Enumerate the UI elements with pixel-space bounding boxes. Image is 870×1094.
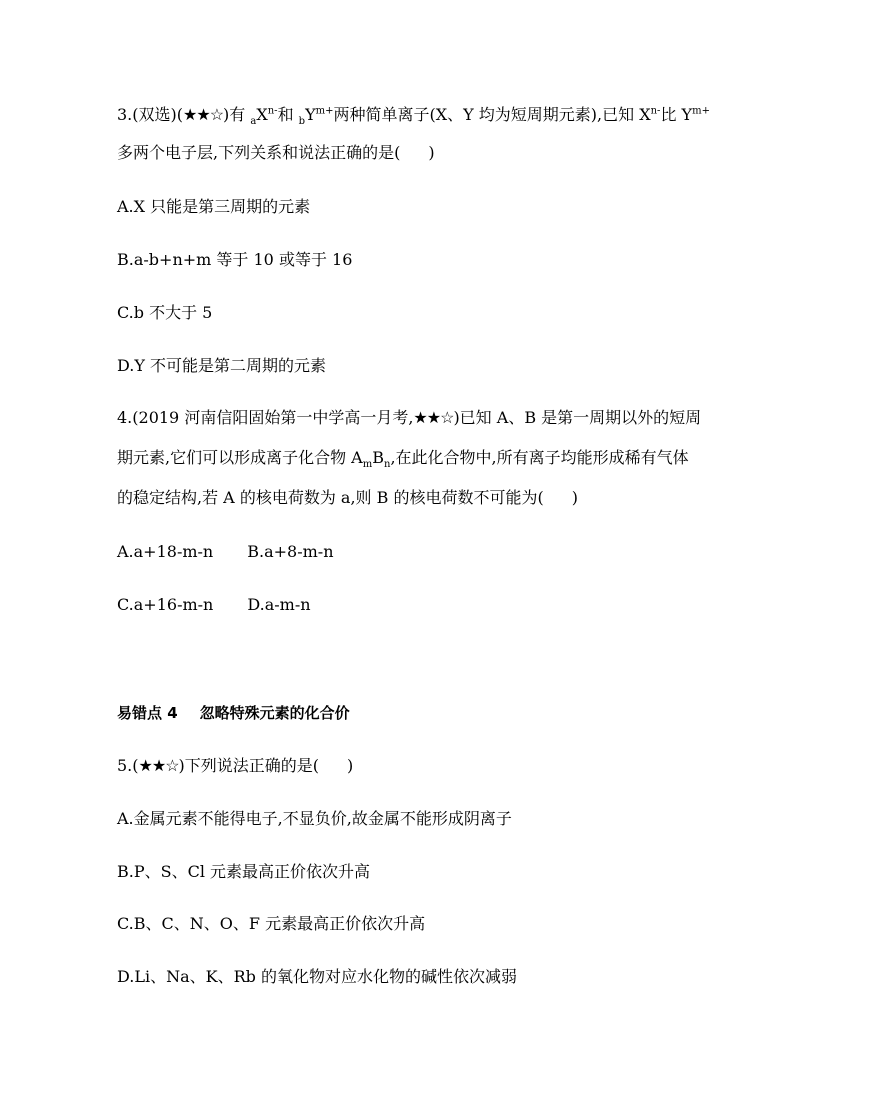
q3-stem-line-2: 多两个电子层,下列关系和说法正确的是( ) [117,143,435,162]
q3-option-c: C.b 不大于 5 [117,303,213,322]
q5-stem: 5.(★★☆)下列说法正确的是( ) [117,756,354,775]
q4-stem-line-1: 4.(2019 河南信阳固始第一中学高一月考,★★☆)已知 A、B 是第一周期以外的短周 [117,408,702,427]
q4-options-row-1 [117,541,334,563]
difficulty-stars: ★★☆ [413,408,454,427]
q5-option-a: A.金属元素不能得电子,不显负价,故金属不能形成阴离子 [117,809,512,828]
q3-option-d: D.Y 不可能是第二周期的元素 [117,356,326,375]
difficulty-stars: ★★☆ [138,756,179,775]
q5-option-c: C.B、C、N、O、F 元素最高正价依次升高 [117,914,426,933]
q5-option-d: D.Li、Na、K、Rb 的氧化物对应水化物的碱性依次减弱 [117,967,517,986]
q3-prefix: 3.(双选)( [117,105,183,124]
q3-option-b: B.a-b+n+m 等于 10 或等于 16 [117,250,353,269]
q4-stem-line-3: 的稳定结构,若 A 的核电荷数为 a,则 B 的核电荷数不可能为( ) [117,488,578,507]
q4-option-d: D.a-m-n [247,595,311,614]
difficulty-stars: ★★☆ [183,105,224,124]
section-heading: 易错点 4 忽略特殊元素的化合价 [117,704,350,722]
q4-option-b: B.a+8-m-n [247,542,334,561]
q4-option-a: A.a+18-m-n [117,542,214,561]
q3-option-a: A.X 只能是第三周期的元素 [117,197,311,216]
q5-option-b: B.P、S、Cl 元素最高正价依次升高 [117,862,371,881]
q4-option-c: C.a+16-m-n [117,595,214,614]
q4-options-row-2 [117,594,311,616]
q4-stem-line-2: 期元素,它们可以形成离子化合物 $A_mB_n$,在此化合物中,所有离子均能形成稀有气体 [117,448,689,471]
q3-stem-line-1: 3.(双选)(★★☆)有 $_aX^{n-}$和 $_bY^{m+}$两种简单离子(X、Y 均为短周期元素),已知 $X^{n-}$比 $Y^{m+}$ [117,105,710,128]
